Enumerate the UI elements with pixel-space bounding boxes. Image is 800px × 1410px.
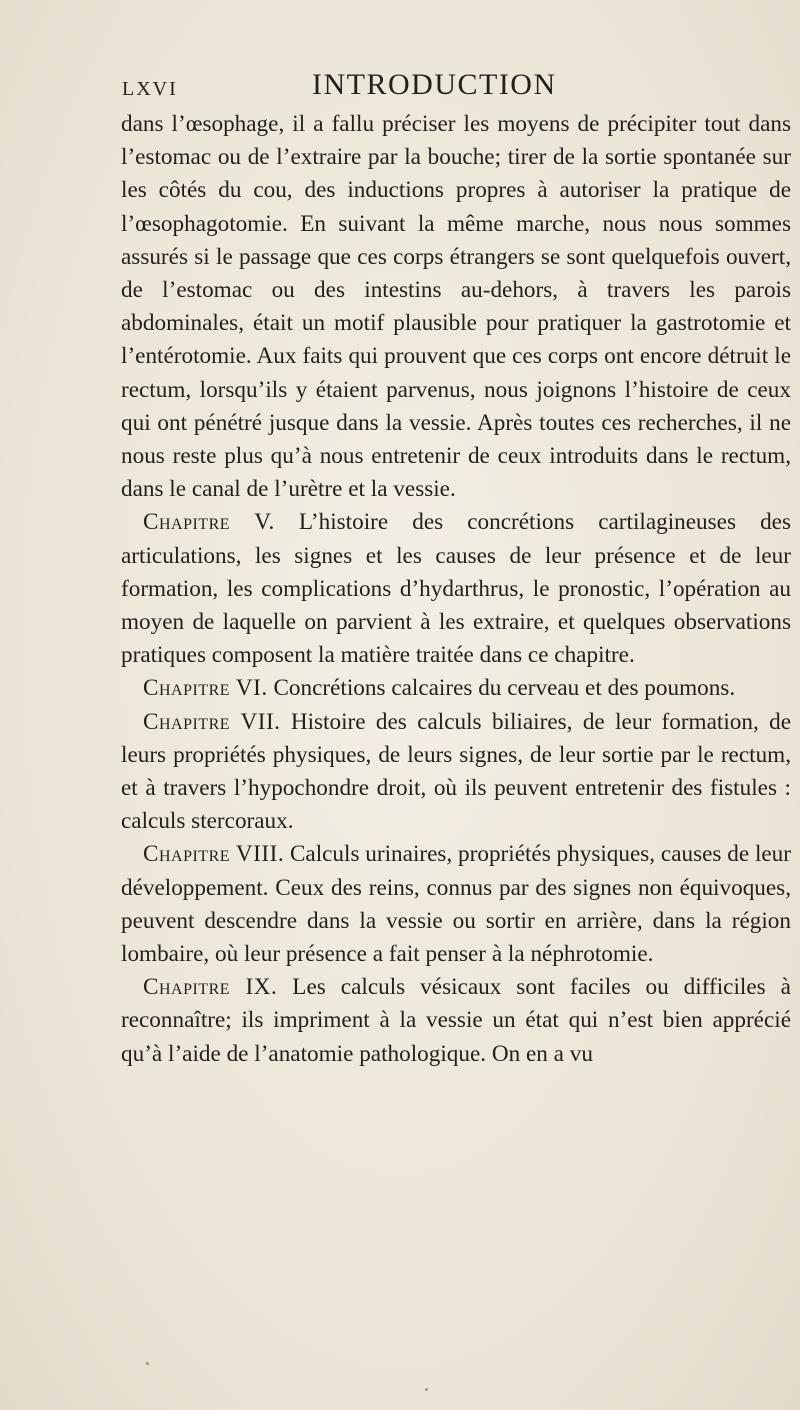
paragraph-continuation: dans l’œsophage, il a fallu préciser les moyens de précipiter tout dans l’estomac ou de l’extraire par la bouche; tirer de la sortie spontanée sur les côtés du cou, des inductions propres à autoriser la pratique de l’œsophagotomie. En suivant la même marche, nous nous sommes assurés si le passage que ces corps étrangers se sont quelquefois ouvert, de l’estomac ou des intestins au-dehors, à travers les parois abdominales, était un motif plausible pour pratiquer la gastrotomie et l’entérotomie. Aux faits qui prouvent que ces corps ont encore détruit le rectum, lorsqu’ils y étaient parvenus, nous joignons l’histoire de ceux qui ont pénétré jusque dans la vessie. Après toutes ces recherches, il ne nous reste plus qu’à nous entretenir de ceux introduits dans le rectum, dans le canal de l’urètre et la vessie. xyxy=(121,111,791,503)
chapter-9-paragraph xyxy=(121,971,791,1071)
chapter-6-paragraph xyxy=(121,672,791,705)
chapter-9-label: Chapitre IX. xyxy=(143,974,278,1001)
chapter-7-label: Chapitre VII. xyxy=(143,708,281,735)
running-title: INTRODUCTION xyxy=(312,68,557,101)
chapter-8-label: Chapitre VIII. xyxy=(143,841,285,868)
paper-speck xyxy=(146,1362,149,1365)
chapter-5-paragraph xyxy=(121,506,791,672)
body-text xyxy=(121,108,791,1071)
chapter-6-label: Chapitre VI. xyxy=(143,675,268,702)
paper-speck xyxy=(425,1388,428,1391)
chapter-7-text: Histoire des calculs biliaires, de leur formation, de leurs propriétés physiques, de leurs signes, de leur sortie par le rectum, et à travers l’hypochondre droit, où ils peuvent entretenir des fistules : calculs stercoraux. xyxy=(121,708,791,835)
chapter-6-text: Concrétions calcaires du cerveau et des poumons. xyxy=(267,675,736,702)
chapter-5-text: L’histoire des concrétions cartilagineuses des articulations, les signes et les causes de leur présence et de leur formation, les complications d’hydarthrus, le pronostic, l’opération au moyen de laquelle on parvient à les extraire, et quelques observations pratiques composent la matière traitée dans ce chapitre. xyxy=(121,509,791,669)
chapter-8-paragraph xyxy=(121,838,791,971)
chapter-8-text: Calculs urinaires, propriétés physiques, causes de leur développement. Ceux des reins, connus par des signes non équivoques, peuvent descendre dans la vessie ou sortir en arrière, dans la région lombaire, où leur présence a fait penser à la néphrotomie. xyxy=(121,841,791,968)
running-head xyxy=(122,68,682,108)
chapter-9-text: Les calculs vésicaux sont faciles ou difficiles à reconnaître; ils impriment à la vessie un état qui n’est bien apprécié qu’à l’aide de l’anatomie pathologique. On en a vu xyxy=(121,974,791,1067)
chapter-5-label: Chapitre V. xyxy=(143,509,275,536)
page-number: LXVI xyxy=(122,78,178,100)
chapter-7-paragraph xyxy=(121,706,791,839)
